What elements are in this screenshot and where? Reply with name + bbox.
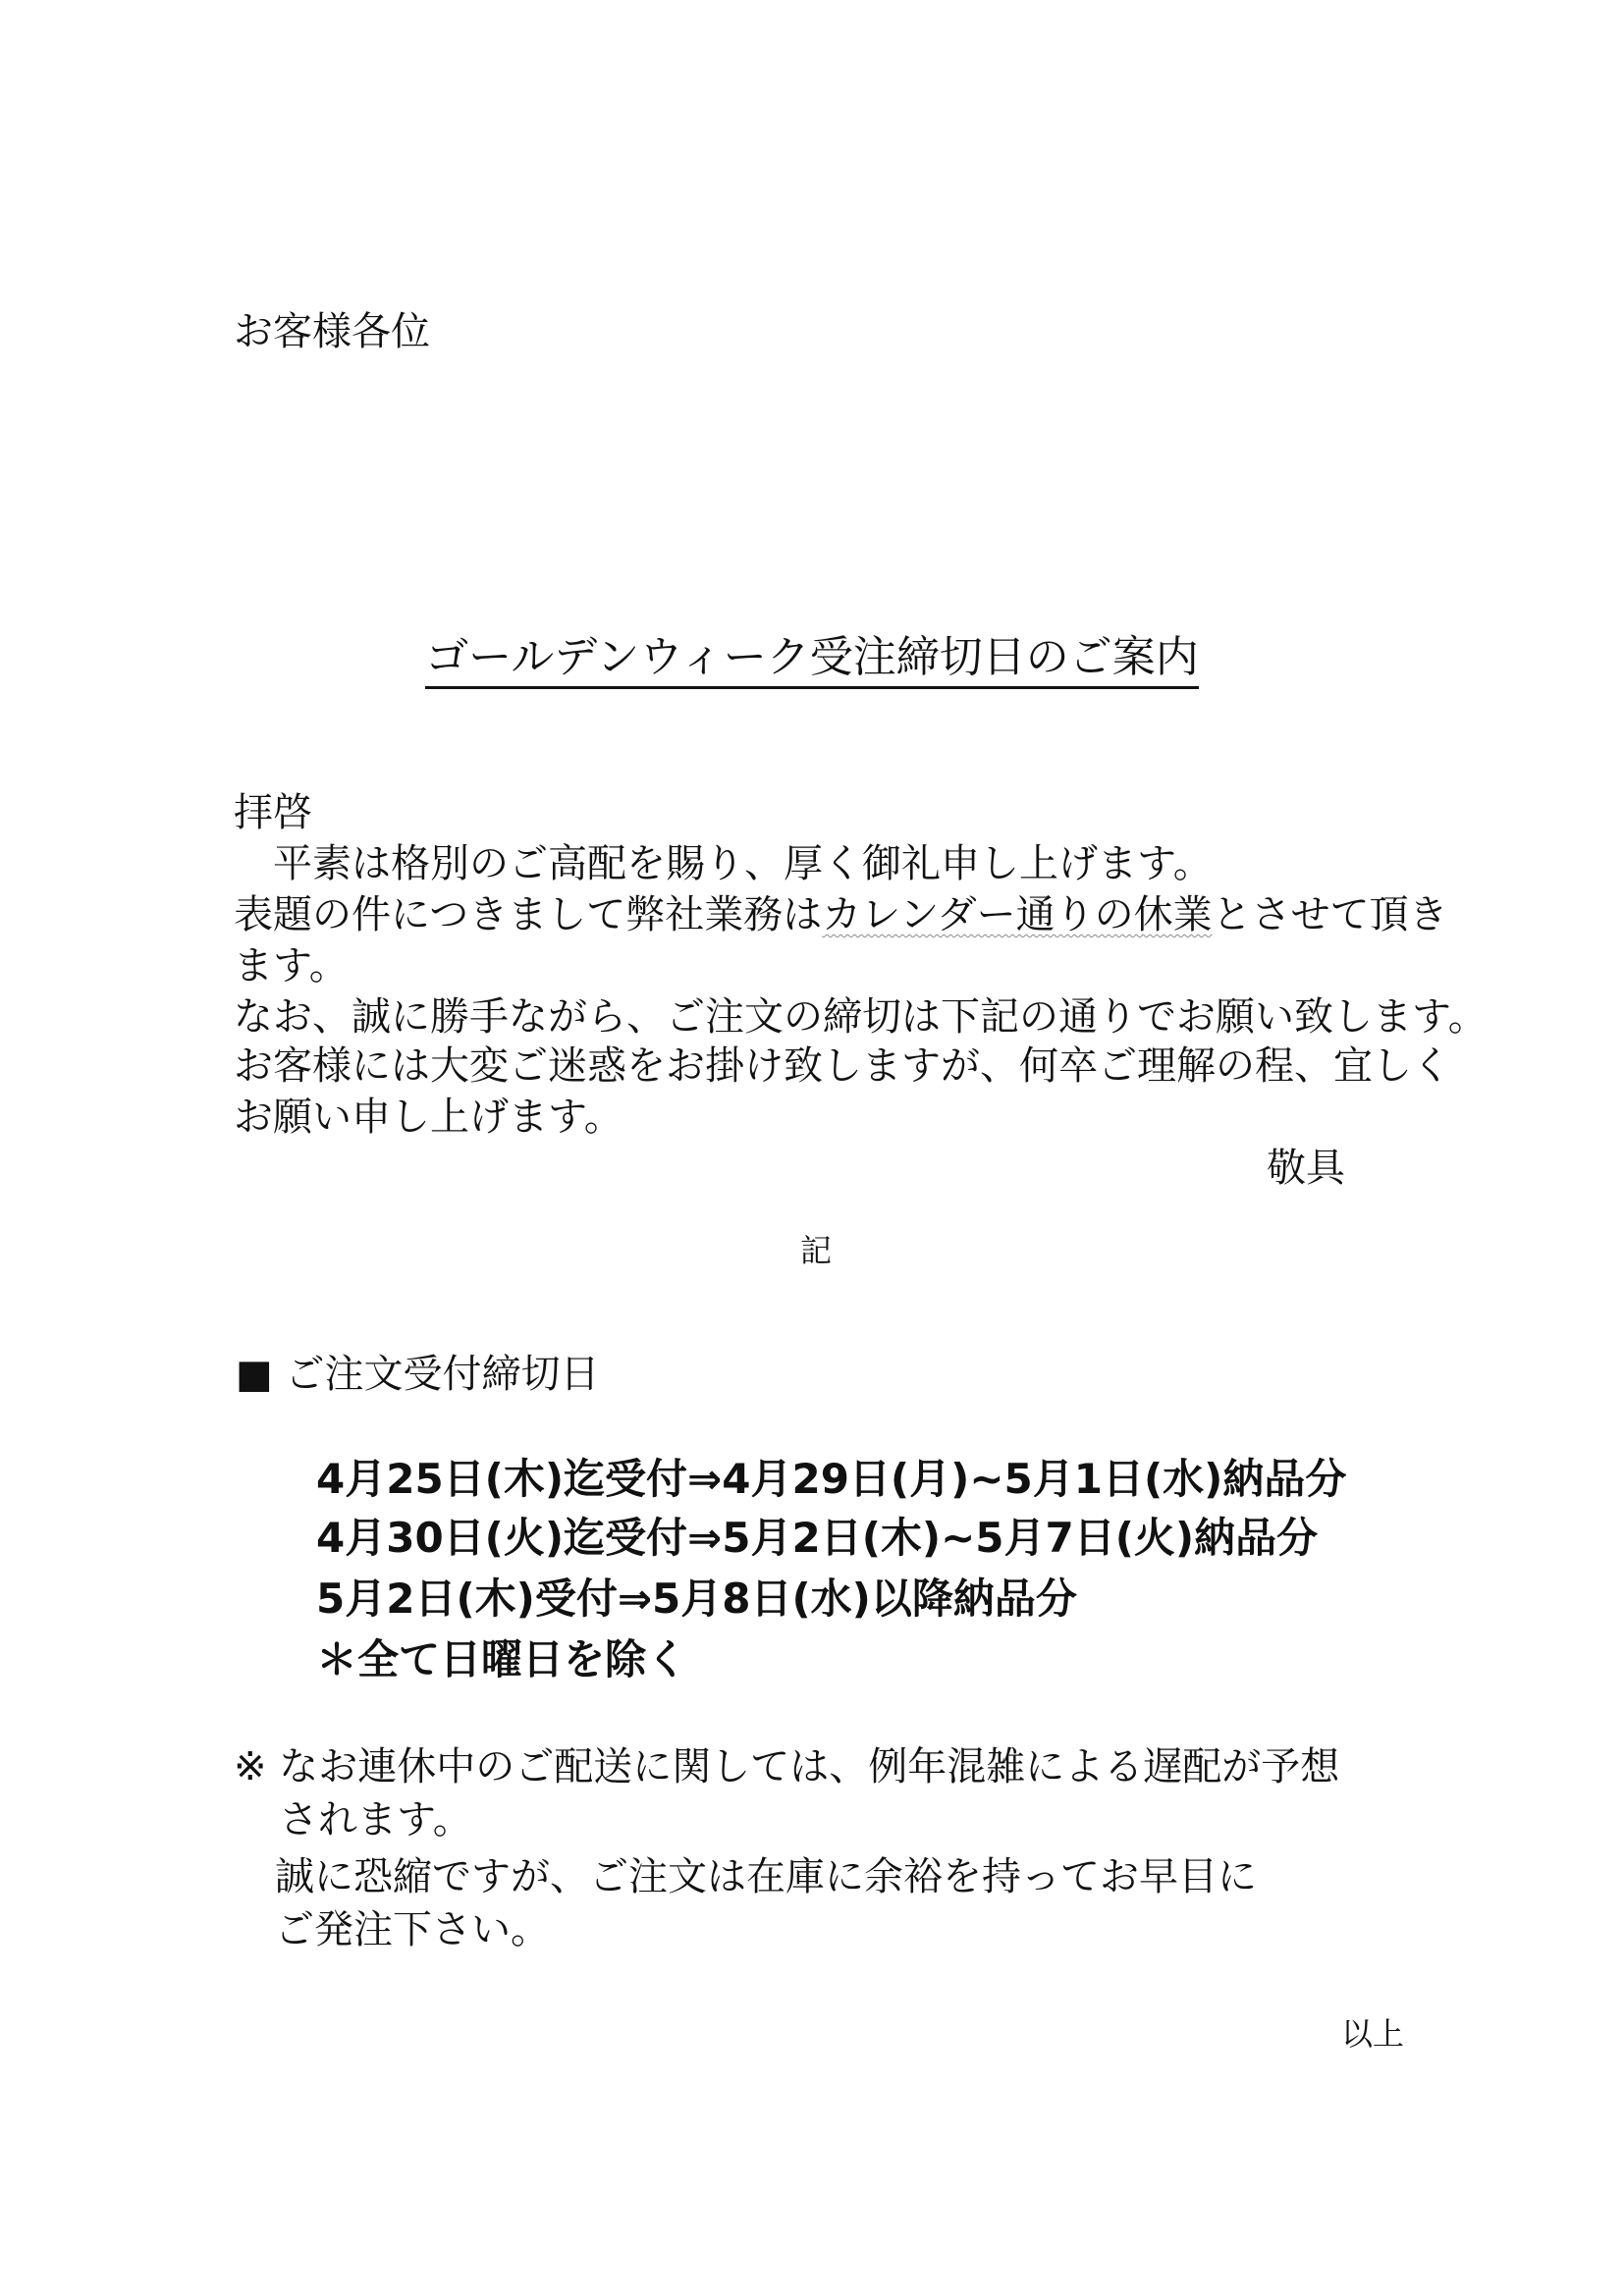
closing: 敬具 — [1267, 1146, 1345, 1191]
body-line-6: お願い申し上げます。 — [234, 1095, 623, 1140]
document-title-text: ゴールデンウィーク受注締切日のご案内 — [425, 632, 1199, 689]
addressee: お客様各位 — [234, 309, 430, 354]
deadline-line-3: 5月2日(木)受付⇒5月8日(水)以降納品分 — [316, 1575, 1077, 1623]
deadline-note: ＊全て日曜日を除く — [316, 1635, 688, 1683]
ki-marker: 記 — [800, 1232, 833, 1269]
deadline-line-2: 4月30日(火)迄受付⇒5月2日(木)~5月7日(火)納品分 — [316, 1514, 1319, 1562]
deadline-line-1: 4月25日(木)迄受付⇒4月29日(月)~5月1日(水)納品分 — [316, 1455, 1347, 1503]
section-heading: ■ ご注文受付締切日 — [236, 1352, 600, 1397]
body-line-2-start: 表題の件につきまして弊社業務は — [234, 892, 823, 937]
body-line-3: ます。 — [234, 943, 349, 988]
note-line-3: 誠に恐縮ですが、ご注文は在庫に余裕を持ってお早目に — [275, 1854, 1257, 1899]
body-line-4: なお、誠に勝手ながら、ご注文の締切は下記の通りでお願い致します。 — [234, 994, 1488, 1040]
underlined-phrase: カレンダー通りの休業 — [822, 892, 1213, 937]
note-line-4: ご発注下さい。 — [275, 1907, 550, 1952]
body-line-5: お客様には大変ご迷惑をお掛け致しますが、何卒ご理解の程、宜しく — [234, 1043, 1451, 1089]
salutation: 拝啓 — [234, 790, 312, 835]
end-marker: 以上 — [1341, 2015, 1405, 2053]
body-line-2 — [234, 892, 1448, 937]
note-line-2: されます。 — [279, 1797, 472, 1842]
document-title — [0, 632, 1624, 682]
body-line-1: 平素は格別のご高配を賜り、厚く御礼申し上げます。 — [273, 841, 1213, 886]
note-line-1: ※ なお連休中のご配送に関しては、例年混雑による遅配が予想 — [234, 1744, 1340, 1789]
body-line-2-end: とさせて頂き — [1212, 892, 1448, 937]
